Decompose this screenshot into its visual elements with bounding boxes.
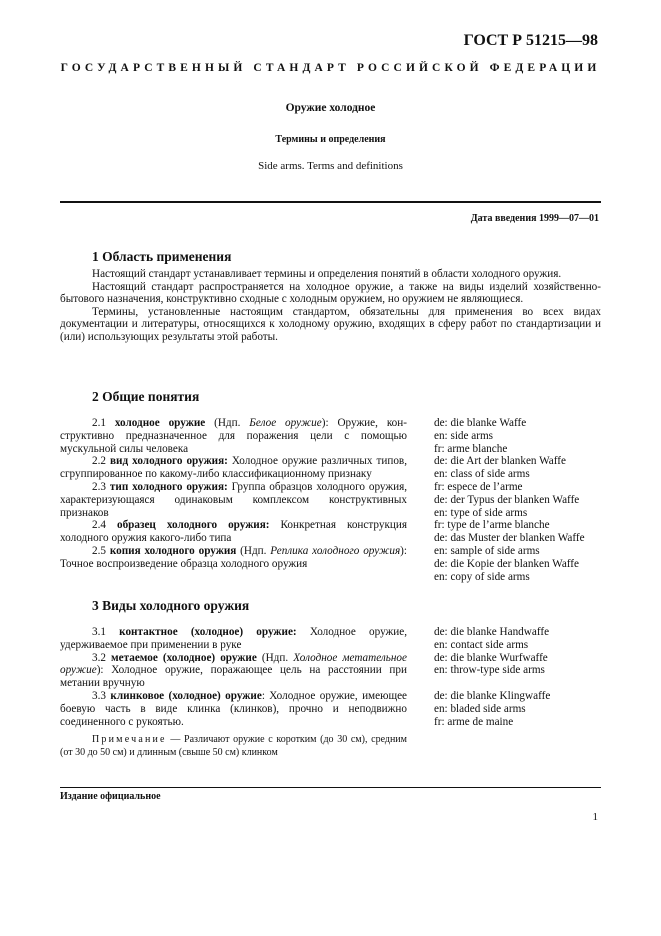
translation: de: die blanke Wurfwaffe — [434, 651, 548, 664]
term: тип холодного оружия: — [109, 480, 228, 493]
term-definition: 2.1 холодное оружие (Ндп. Белое оружие): Оружие, конструктивно предназначенное для поражения цели с помощью мускульной силы человека — [60, 417, 407, 455]
note-text: — Различают оружие с коротким (до 30 см), средним (от 30 до 50 см) и длинным (свыше 50 см) клинком — [60, 734, 407, 758]
official-edition-label: Издание официальное — [60, 791, 161, 802]
translation: de: die Art der blanken Waffe — [434, 455, 566, 468]
document-subtitle: Термины и определения — [275, 134, 386, 145]
term: клинковое (холодное) оружие — [110, 689, 262, 702]
document-english-title: Side arms. Terms and definitions — [258, 160, 403, 172]
section-3-heading: 3 Виды холодного оружия — [92, 598, 250, 613]
translation: en: copy of side arms — [434, 570, 530, 583]
term-definition: 2.4 образец холодного оружия: Конкретная конструкция холодного оружия какого-либо типа — [60, 519, 407, 545]
term-definition: 3.3 клинковое (холодное) оружие: Холодное оружие, имеющее боевую часть в виде клинка (клинков), прочно и неподвижно соединенного с рукоятью. — [60, 689, 408, 728]
term-definition: 2.3 тип холодного оружия: Группа образцов холодного оружия, характеризующаяся одинаковым комплексом конструктивных признаков — [60, 480, 408, 519]
translation: en: sample of side arms — [434, 544, 540, 557]
term-definition: 2.2 вид холодного оружия: Холодное оружие различных типов, сгруппированное по какому-либо классификационному признаку — [60, 455, 408, 481]
translation: en: type of side arms — [434, 506, 528, 519]
deprecated-term: Реплика холодного оружия — [270, 544, 401, 557]
term-definition: 3.2 метаемое (холодное) оружие (Ндп. Холодное метательное оружие): Холодное оружие, поражающее цель на расстоянии при метании вручную — [60, 651, 407, 690]
translation: fr: arme blanche — [434, 442, 508, 455]
deprecated-term: Белое оружие — [249, 417, 322, 429]
translation: fr: especе de l’arme — [434, 480, 523, 493]
deprecated-term: Холодное метательное оружие — [60, 651, 407, 677]
page-number: 1 — [592, 811, 598, 823]
section-3-definitions — [60, 626, 407, 728]
section-2-heading: 2 Общие понятия — [92, 389, 200, 404]
translation: de: das Muster der blanken Waffe — [434, 532, 585, 545]
term: вид холодного оружия: — [110, 455, 228, 468]
introduction-date: Дата введения 1999—07—01 — [470, 213, 599, 224]
term: метаемое (холодное) оружие — [111, 651, 257, 664]
document-title: Оружие холодное — [285, 102, 376, 114]
paragraph: Термины, установленные настоящим стандартом, обязательны для применения во всех видах документации и литературы, относящихся к холодному оружию, входящих в сферу работ по стандартизации и (или) использующих результаты этой работы. — [60, 305, 601, 343]
state-standard-title: ГОСУДАРСТВЕННЫЙ СТАНДАРТ РОССИЙСКОЙ ФЕДЕРАЦИИ — [60, 62, 601, 74]
translation: de: der Typus der blanken Waffe — [434, 493, 580, 506]
translation: en: throw-type side arms — [434, 664, 545, 677]
header-rule — [60, 201, 601, 203]
paragraph: Настоящий стандарт распространяется на холодное оружие, а также на виды изделий хозяйственно-бытового назначения, конструктивно сходные с холодным оружием, но оружием не являющиеся. — [60, 280, 601, 306]
translation: fr: arme de maine — [434, 715, 514, 728]
translation: de: die blanke Waffe — [434, 417, 527, 429]
translation: fr: type de l’arme blanche — [434, 519, 550, 532]
translation: de: die blanke Handwaffe — [434, 626, 550, 638]
translation: de: die Kopie der blanken Waffe — [434, 557, 579, 570]
section-2-definitions — [60, 417, 407, 571]
section-1-body — [60, 268, 601, 344]
section-3-translations — [434, 626, 550, 728]
section-1-heading: 1 Область применения — [92, 249, 232, 264]
translation: en: side arms — [434, 429, 494, 442]
translation: en: class of side arms — [434, 468, 530, 481]
term-definition: 2.5 копия холодного оружия (Ндп. Реплика холодного оружия): Точное воспроизведение образца холодного оружия — [60, 544, 407, 570]
translation: en: bladed side arms — [434, 702, 526, 715]
note-label: Примечание — [92, 734, 167, 745]
term: контактное (холодное) оружие: — [119, 626, 297, 638]
term: образец холодного оружия: — [116, 519, 270, 532]
term: холодное оружие — [114, 417, 206, 429]
section-2-translations — [434, 417, 585, 583]
term-definition: 3.1 контактное (холодное) оружие: Холодное оружие, удерживаемое при применении в руке — [60, 626, 408, 651]
term: копия холодного оружия — [109, 544, 237, 557]
footer-rule — [60, 787, 601, 788]
standard-code: ГОСТ Р 51215—98 — [463, 32, 598, 49]
translation: de: die blanke Klingwaffe — [434, 689, 551, 702]
paragraph: Настоящий стандарт устанавливает термины и определения понятий в области холодного оружия. — [92, 268, 562, 280]
translation: en: contact side arms — [434, 638, 529, 651]
section-3-note — [60, 733, 407, 759]
